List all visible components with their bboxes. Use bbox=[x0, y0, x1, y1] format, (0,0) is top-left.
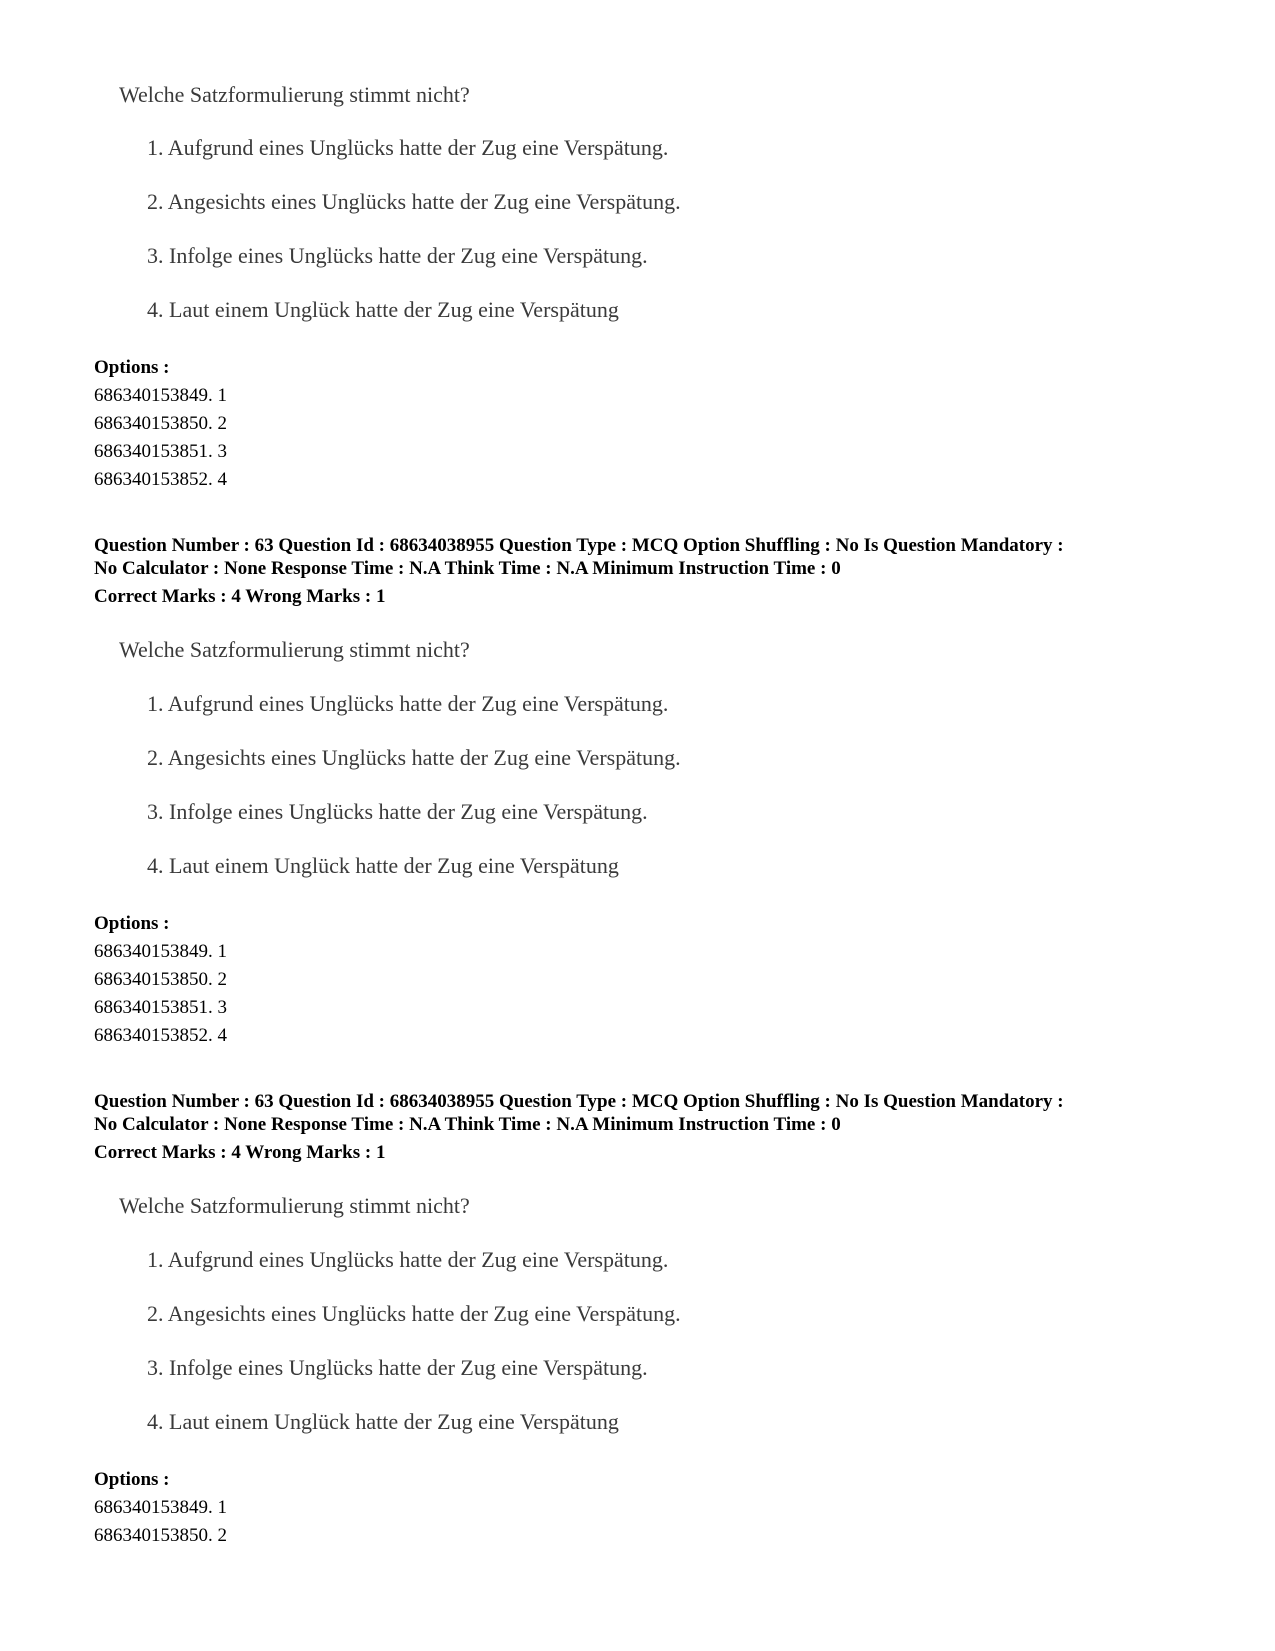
question-item: 1. Aufgrund eines Unglücks hatte der Zug eine Verspätung. bbox=[147, 691, 669, 716]
question-item: 4. Laut einem Unglück hatte der Zug eine Verspätung bbox=[147, 297, 619, 322]
question-item: 2. Angesichts eines Unglücks hatte der Zug eine Verspätung. bbox=[147, 189, 681, 214]
question-marks: Correct Marks : 4 Wrong Marks : 1 bbox=[94, 586, 386, 607]
option-row: 686340153851. 3 bbox=[94, 441, 227, 462]
question-meta-line2: No Calculator : None Response Time : N.A Think Time : N.A Minimum Instruction Time : 0 bbox=[94, 1114, 841, 1135]
option-row: 686340153850. 2 bbox=[94, 969, 227, 990]
option-row: 686340153850. 2 bbox=[94, 1525, 227, 1546]
question-meta-line1: Question Number : 63 Question Id : 68634038955 Question Type : MCQ Option Shuffling : No Is Question Mandatory : bbox=[94, 1091, 1064, 1112]
question-item: 1. Aufgrund eines Unglücks hatte der Zug eine Verspätung. bbox=[147, 135, 669, 160]
question-text: Welche Satzformulierung stimmt nicht? bbox=[119, 82, 470, 107]
option-row: 686340153852. 4 bbox=[94, 1025, 227, 1046]
option-row: 686340153849. 1 bbox=[94, 941, 227, 962]
question-item: 2. Angesichts eines Unglücks hatte der Zug eine Verspätung. bbox=[147, 1301, 681, 1326]
question-marks: Correct Marks : 4 Wrong Marks : 1 bbox=[94, 1142, 386, 1163]
option-row: 686340153849. 1 bbox=[94, 385, 227, 406]
options-label: Options : bbox=[94, 913, 170, 934]
question-item: 3. Infolge eines Unglücks hatte der Zug eine Verspätung. bbox=[147, 799, 648, 824]
question-meta-line1: Question Number : 63 Question Id : 68634038955 Question Type : MCQ Option Shuffling : No Is Question Mandatory : bbox=[94, 535, 1064, 556]
option-row: 686340153852. 4 bbox=[94, 469, 227, 490]
question-text: Welche Satzformulierung stimmt nicht? bbox=[119, 637, 470, 662]
question-text: Welche Satzformulierung stimmt nicht? bbox=[119, 1193, 470, 1218]
option-row: 686340153849. 1 bbox=[94, 1497, 227, 1518]
option-row: 686340153851. 3 bbox=[94, 997, 227, 1018]
question-item: 3. Infolge eines Unglücks hatte der Zug eine Verspätung. bbox=[147, 1355, 648, 1380]
question-item: 3. Infolge eines Unglücks hatte der Zug eine Verspätung. bbox=[147, 243, 648, 268]
option-row: 686340153850. 2 bbox=[94, 413, 227, 434]
options-label: Options : bbox=[94, 357, 170, 378]
question-item: 2. Angesichts eines Unglücks hatte der Zug eine Verspätung. bbox=[147, 745, 681, 770]
question-meta-line2: No Calculator : None Response Time : N.A Think Time : N.A Minimum Instruction Time : 0 bbox=[94, 558, 841, 579]
question-item: 4. Laut einem Unglück hatte der Zug eine Verspätung bbox=[147, 853, 619, 878]
options-label: Options : bbox=[94, 1469, 170, 1490]
question-item: 4. Laut einem Unglück hatte der Zug eine Verspätung bbox=[147, 1409, 619, 1434]
question-item: 1. Aufgrund eines Unglücks hatte der Zug eine Verspätung. bbox=[147, 1247, 669, 1272]
